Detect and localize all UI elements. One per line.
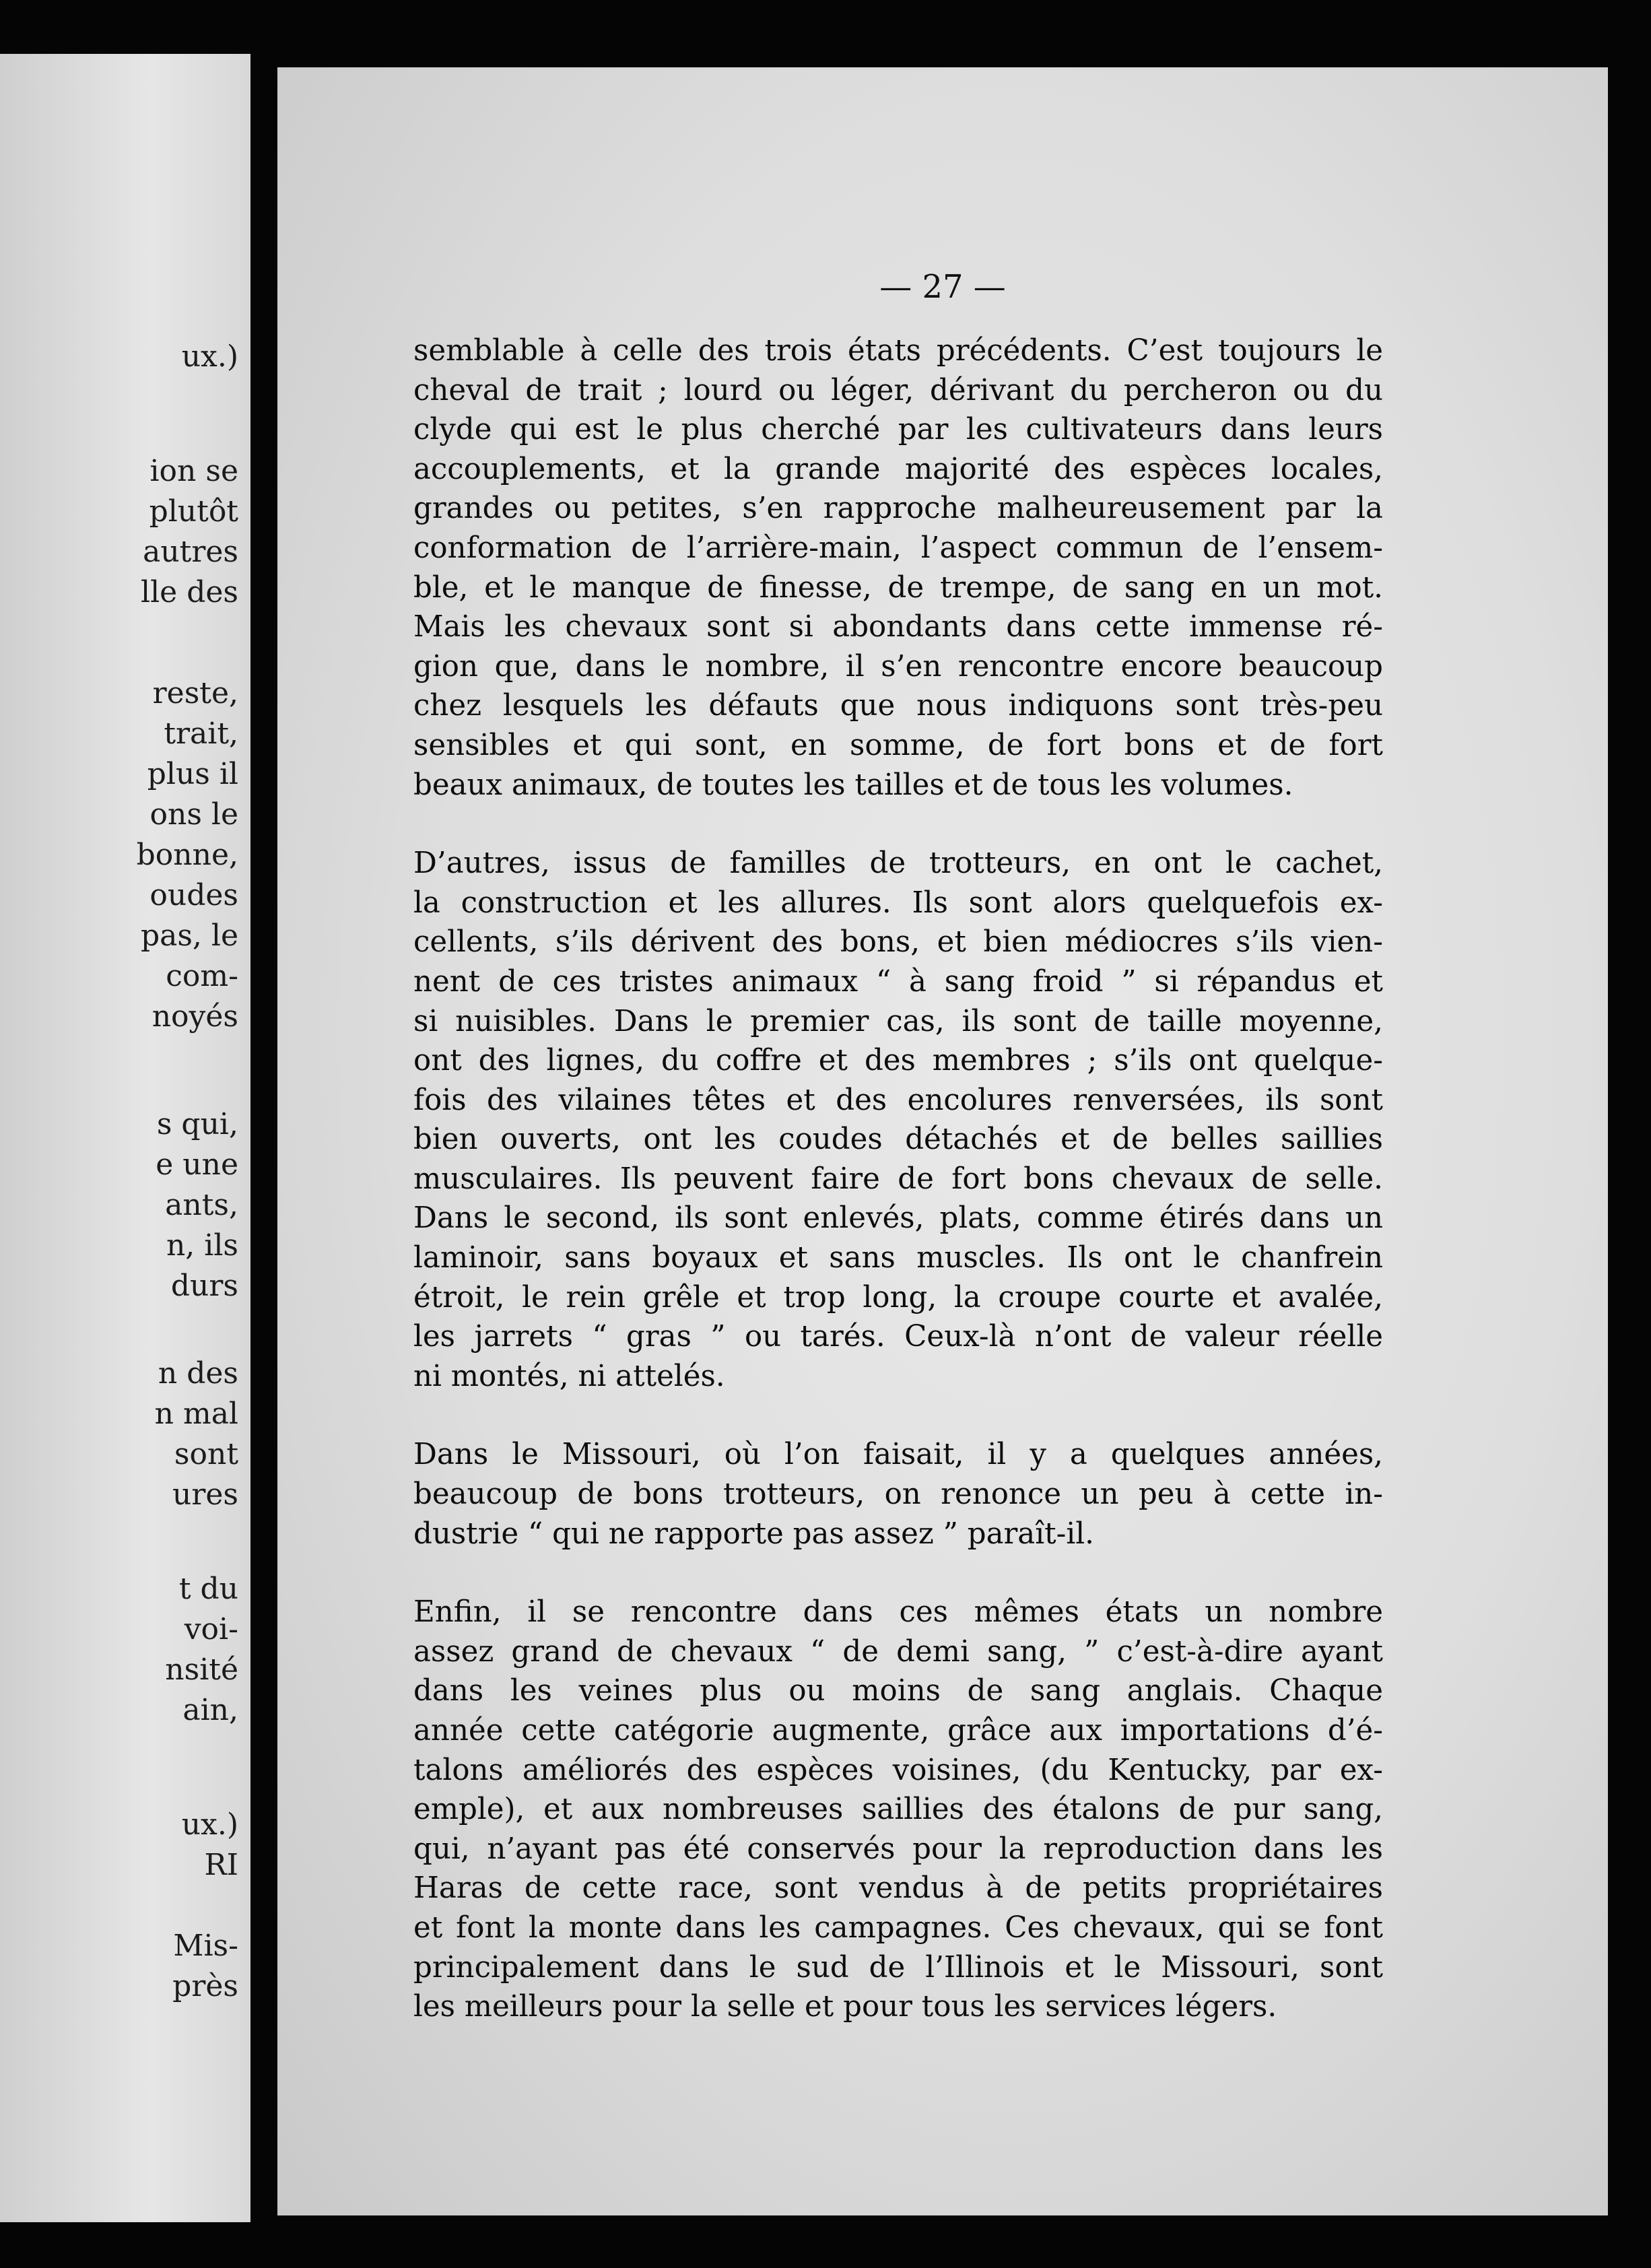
text-line: sensibles et qui sont, en somme, de fort bons et de fort [413, 728, 1383, 762]
text-line: qui, n’ayant pas été conservés pour la reproduction dans les [413, 1832, 1383, 1866]
text-line: laminoir, sans boyaux et sans muscles. Ils ont le chanfrein [413, 1241, 1383, 1275]
paragraph [413, 1435, 1383, 1554]
facing-page-text-fragment: plutôt [149, 494, 238, 529]
text-line: beaucoup de bons trotteurs, on renonce un peu à cette in- [413, 1477, 1383, 1512]
text-line: principalement dans le sud de l’Illinois et le Missouri, sont [413, 1950, 1383, 1984]
facing-page-text-fragment: reste, [152, 676, 238, 710]
facing-page-text-fragment: ants, [165, 1188, 238, 1222]
text-line: nent de ces tristes animaux “ à sang froid ” si répandus et [413, 964, 1383, 999]
text-line: bien ouverts, ont les coudes détachés et de belles saillies [413, 1123, 1383, 1157]
text-line: emple), et aux nombreuses saillies des étalons de pur sang, [413, 1793, 1383, 1827]
text-line: Dans le Missouri, où l’on faisait, il y a quelques années, [413, 1438, 1383, 1472]
facing-page-text-fragment: oudes [149, 878, 238, 912]
facing-page-text-fragment: ons le [149, 797, 238, 832]
facing-page-text-fragment: voi- [184, 1612, 238, 1646]
facing-page-text-fragment: n mal [154, 1397, 238, 1431]
text-line: étroit, le rein grêle et trop long, la croupe courte et avalée, [413, 1280, 1383, 1314]
text-line: année cette catégorie augmente, grâce aux importations d’é- [413, 1714, 1383, 1747]
facing-page-text-fragment: durs [170, 1269, 238, 1303]
facing-page-text-fragment: lle des [141, 575, 238, 609]
text-line: chez lesquels les défauts que nous indiquons sont très-peu [413, 689, 1383, 723]
facing-page-text-fragment: ion se [149, 454, 238, 488]
text-line: les jarrets “ gras ” ou tarés. Ceux-là n’ont de valeur réelle [413, 1320, 1383, 1354]
facing-page-text-fragment: bonne, [136, 838, 238, 872]
facing-page-text-fragment: n, ils [166, 1228, 238, 1263]
text-line: dans les veines plus ou moins de sang anglais. Chaque [413, 1674, 1383, 1708]
text-line: conformation de l’arrière-main, l’aspect commun de l’ensem- [413, 531, 1383, 565]
text-line: ni montés, ni attelés. [413, 1359, 725, 1393]
book-gutter [250, 34, 277, 2236]
facing-page-text-fragment: com- [166, 959, 238, 993]
facing-page-text-fragment: e une [156, 1147, 238, 1182]
text-line: D’autres, issus de familles de trotteurs, en ont le cachet, [413, 846, 1383, 881]
text-line: talons améliorés des espèces voisines, (du Kentucky, par ex- [413, 1753, 1383, 1787]
paragraph [413, 844, 1383, 1396]
text-line: semblable à celle des trois états précédents. C’est toujours le [413, 334, 1383, 368]
text-line: gion que, dans le nombre, il s’en rencontre encore beaucoup [413, 649, 1383, 683]
facing-page-text-fragment: pas, le [140, 919, 238, 953]
text-line: Dans le second, ils sont enlevés, plats, comme étirés dans un [413, 1201, 1383, 1236]
text-line: beaux animaux, de toutes les tailles et de tous les volumes. [413, 768, 1293, 802]
text-line: musculaires. Ils peuvent faire de fort bons chevaux de selle. [413, 1162, 1383, 1196]
text-line: et font la monte dans les campagnes. Ces chevaux, qui se font [413, 1910, 1383, 1945]
text-line: si nuisibles. Dans le premier cas, ils sont de taille moyenne, [413, 1004, 1383, 1038]
text-line: Mais les chevaux sont si abondants dans cette immense ré- [413, 610, 1383, 644]
facing-page-text-fragment: sont [174, 1437, 238, 1471]
paragraph [413, 331, 1383, 805]
facing-page-text-fragment: s qui, [156, 1107, 238, 1141]
facing-page-text-fragment: n des [158, 1356, 238, 1391]
text-line: accouplements, et la grande majorité des espèces locales, [413, 452, 1383, 486]
page-number: — 27 — [879, 268, 1006, 306]
text-line: clyde qui est le plus cherché par les cultivateurs dans leurs [413, 413, 1383, 447]
text-line: fois des vilaines têtes et des encolures renversées, ils sont [413, 1083, 1383, 1117]
facing-page-text-fragment: ain, [182, 1693, 238, 1727]
facing-page-text-fragment: ures [172, 1477, 238, 1512]
text-line: cellents, s’ils dérivent des bons, et bien médiocres s’ils vien- [413, 925, 1383, 960]
book-page [277, 67, 1608, 2215]
facing-page-text-fragment: près [172, 1969, 238, 2003]
text-line: ont des lignes, du coffre et des membres ; s’ils ont quelque- [413, 1044, 1383, 1078]
facing-page-text-fragment: Mis- [173, 1929, 238, 1963]
text-line: cheval de trait ; lourd ou léger, dérivant du percheron ou du [413, 373, 1383, 407]
text-line: ble, et le manque de finesse, de trempe, de sang en un mot. [413, 570, 1383, 605]
facing-page-fragment [0, 54, 250, 2222]
text-line: la construction et les allures. Ils sont alors quelquefois ex- [413, 886, 1383, 920]
text-line: les meilleurs pour la selle et pour tous les services légers. [413, 1990, 1277, 2024]
facing-page-text-fragment: t du [178, 1572, 238, 1606]
facing-page-text-fragment: noyés [151, 999, 238, 1034]
facing-page-text-fragment: nsité [165, 1653, 238, 1687]
facing-page-text-fragment: ux.) [181, 339, 238, 374]
text-line: grandes ou petites, s’en rapproche malheureusement par la [413, 492, 1383, 526]
facing-page-text-fragment: ux.) [181, 1807, 238, 1842]
body-text [413, 331, 1383, 2027]
text-line: Enfin, il se rencontre dans ces mêmes états un nombre [413, 1595, 1383, 1630]
text-line: assez grand de chevaux “ de demi sang, ” c’est-à-dire ayant [413, 1634, 1383, 1669]
facing-page-text-fragment: plus il [147, 757, 238, 791]
facing-page-text-fragment: trait, [164, 716, 238, 751]
text-line: Haras de cette race, sont vendus à de petits propriétaires [413, 1871, 1383, 1906]
text-line: dustrie “ qui ne rapporte pas assez ” paraît-il. [413, 1516, 1094, 1551]
facing-page-text-fragment: autres [143, 535, 238, 569]
paragraph [413, 1593, 1383, 2027]
facing-page-text-fragment: RI [204, 1848, 238, 1882]
